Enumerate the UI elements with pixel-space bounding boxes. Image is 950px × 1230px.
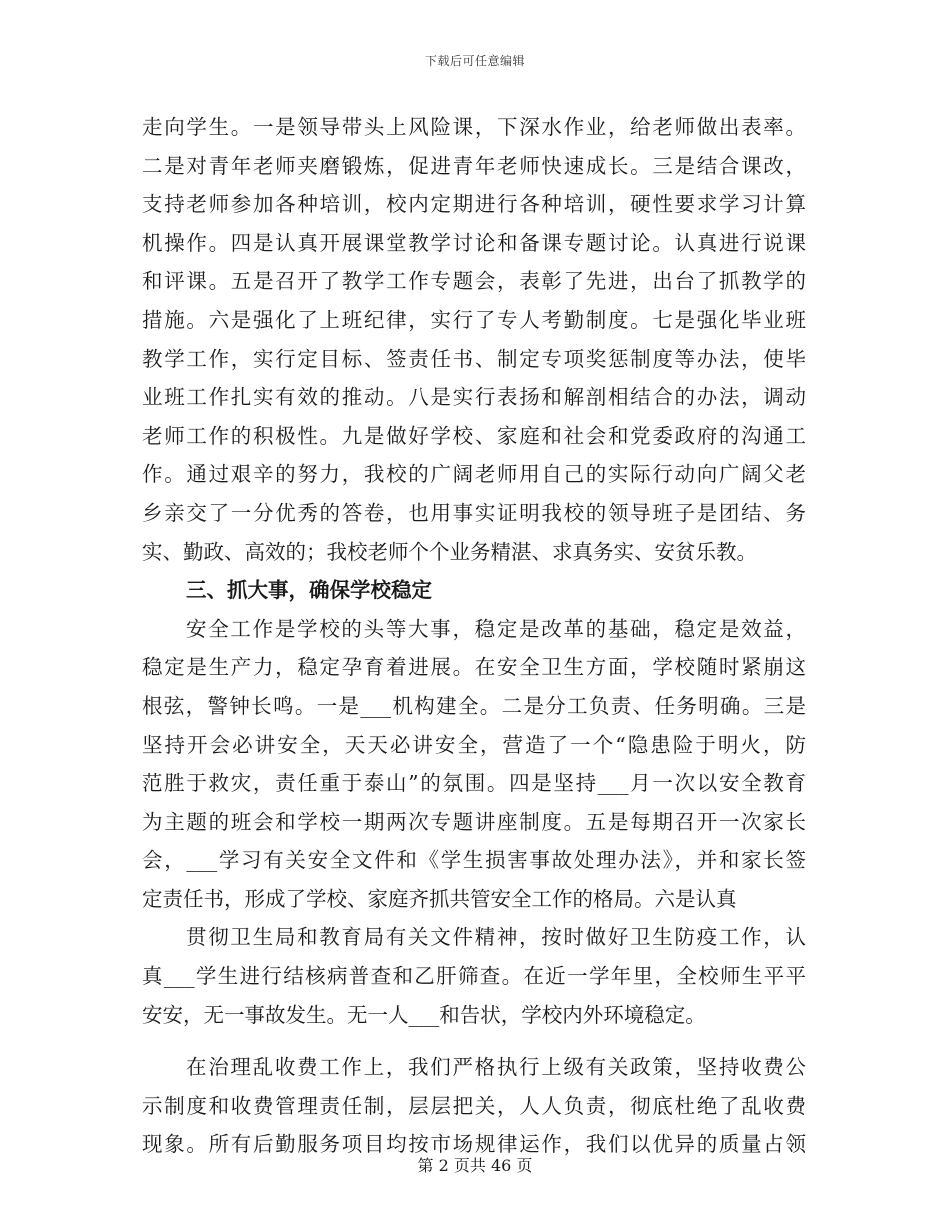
text-line: 范胜于救灾，责任重于泰山”的氛围。四是坚持___月一次以安全教育 [142, 771, 806, 796]
text-line: 根弦，警钟长鸣。一是___机构建全。二是分工负责、任务明确。三是 [142, 693, 806, 718]
text-line: 实、勤政、高效的；我校老师个个业务精湛、求真务实、安贫乐教。 [142, 539, 757, 564]
text-line: 稳定是生产力，稳定孕育着进展。在安全卫生方面，学校随时紧崩这 [142, 655, 806, 680]
section-heading: 三、抓大事，确保学校稳定 [186, 578, 432, 603]
text-line: 会，___学习有关安全文件和《学生损害事故处理办法》，并和家长签 [142, 848, 806, 873]
text-line: 安全工作是学校的头等大事，稳定是改革的基础，稳定是效益， [186, 616, 806, 641]
text-line: 作。通过艰辛的努力，我校的广阔老师用自己的实际行动向广阔父老 [142, 462, 806, 487]
paragraph-safety [142, 610, 806, 919]
text-line: 老师工作的积极性。九是做好学校、家庭和社会和党委政府的沟通工 [142, 423, 806, 448]
text-line: 坚持开会必讲安全，天天必讲安全，营造了一个“隐患险于明火，防 [142, 732, 806, 757]
text-line: 乡亲交了一分优秀的答卷，也用事实证明我校的领导班子是团结、务 [142, 500, 806, 525]
text-line: 示制度和收费管理责任制，层层把关，人人负责，彻底杜绝了乱收费 [142, 1093, 806, 1118]
text-line: 贯彻卫生局和教育局有关文件精神，按时做好卫生防疫工作，认 [186, 925, 806, 950]
page-number: 第 2 页共 46 页 [417, 1156, 533, 1175]
page-header: 下载后可任意编辑 [424, 54, 525, 68]
text-line: 机操作。四是认真开展课堂教学讨论和备课专题讨论。认真进行说课 [142, 230, 806, 255]
paragraph-fees [142, 1048, 806, 1164]
text-line: 在治理乱收费工作上，我们严格执行上级有关政策，坚持收费公 [186, 1055, 806, 1080]
document-body [142, 108, 806, 1164]
text-line: 走向学生。一是领导带头上风险课，下深水作业，给老师做出表率。 [142, 115, 806, 139]
text-line: 二是对青年老师夹磨锻炼，促进青年老师快速成长。三是结合课改， [142, 153, 806, 178]
text-line: 支持老师参加各种培训，校内定期进行各种培训，硬性要求学习计算 [142, 192, 806, 217]
text-line: 为主题的班会和学校一期两次专题讲座制度。五是每期召开一次家长 [142, 809, 806, 834]
text-line: 措施。六是强化了上班纪律，实行了专人考勤制度。七是强化毕业班 [142, 307, 806, 332]
text-line: 业班工作扎实有效的推动。八是实行表扬和解剖相结合的办法，调动 [142, 385, 806, 410]
text-line: 安安，无一事故发生。无一人___和告状，学校内外环境稳定。 [142, 1002, 706, 1027]
text-line: 真___学生进行结核病普查和乙肝筛查。在近一学年里，全校师生平平 [142, 964, 806, 989]
text-line: 教学工作，实行定目标、签责任书、制定专项奖惩制度等办法，使毕 [142, 346, 806, 371]
paragraph-health [142, 918, 806, 1034]
text-line: 和评课。五是召开了教学工作专题会，表彰了先进，出台了抓教学的 [142, 269, 806, 294]
text-line: 现象。所有后勤服务项目均按市场规律运作，我们以优异的质量占领 [142, 1132, 806, 1157]
text-line: 定责任书，形成了学校、家庭齐抓共管安全工作的格局。六是认真 [142, 886, 737, 911]
paragraph-teaching [142, 108, 806, 571]
paragraph-spacer [142, 1034, 806, 1048]
